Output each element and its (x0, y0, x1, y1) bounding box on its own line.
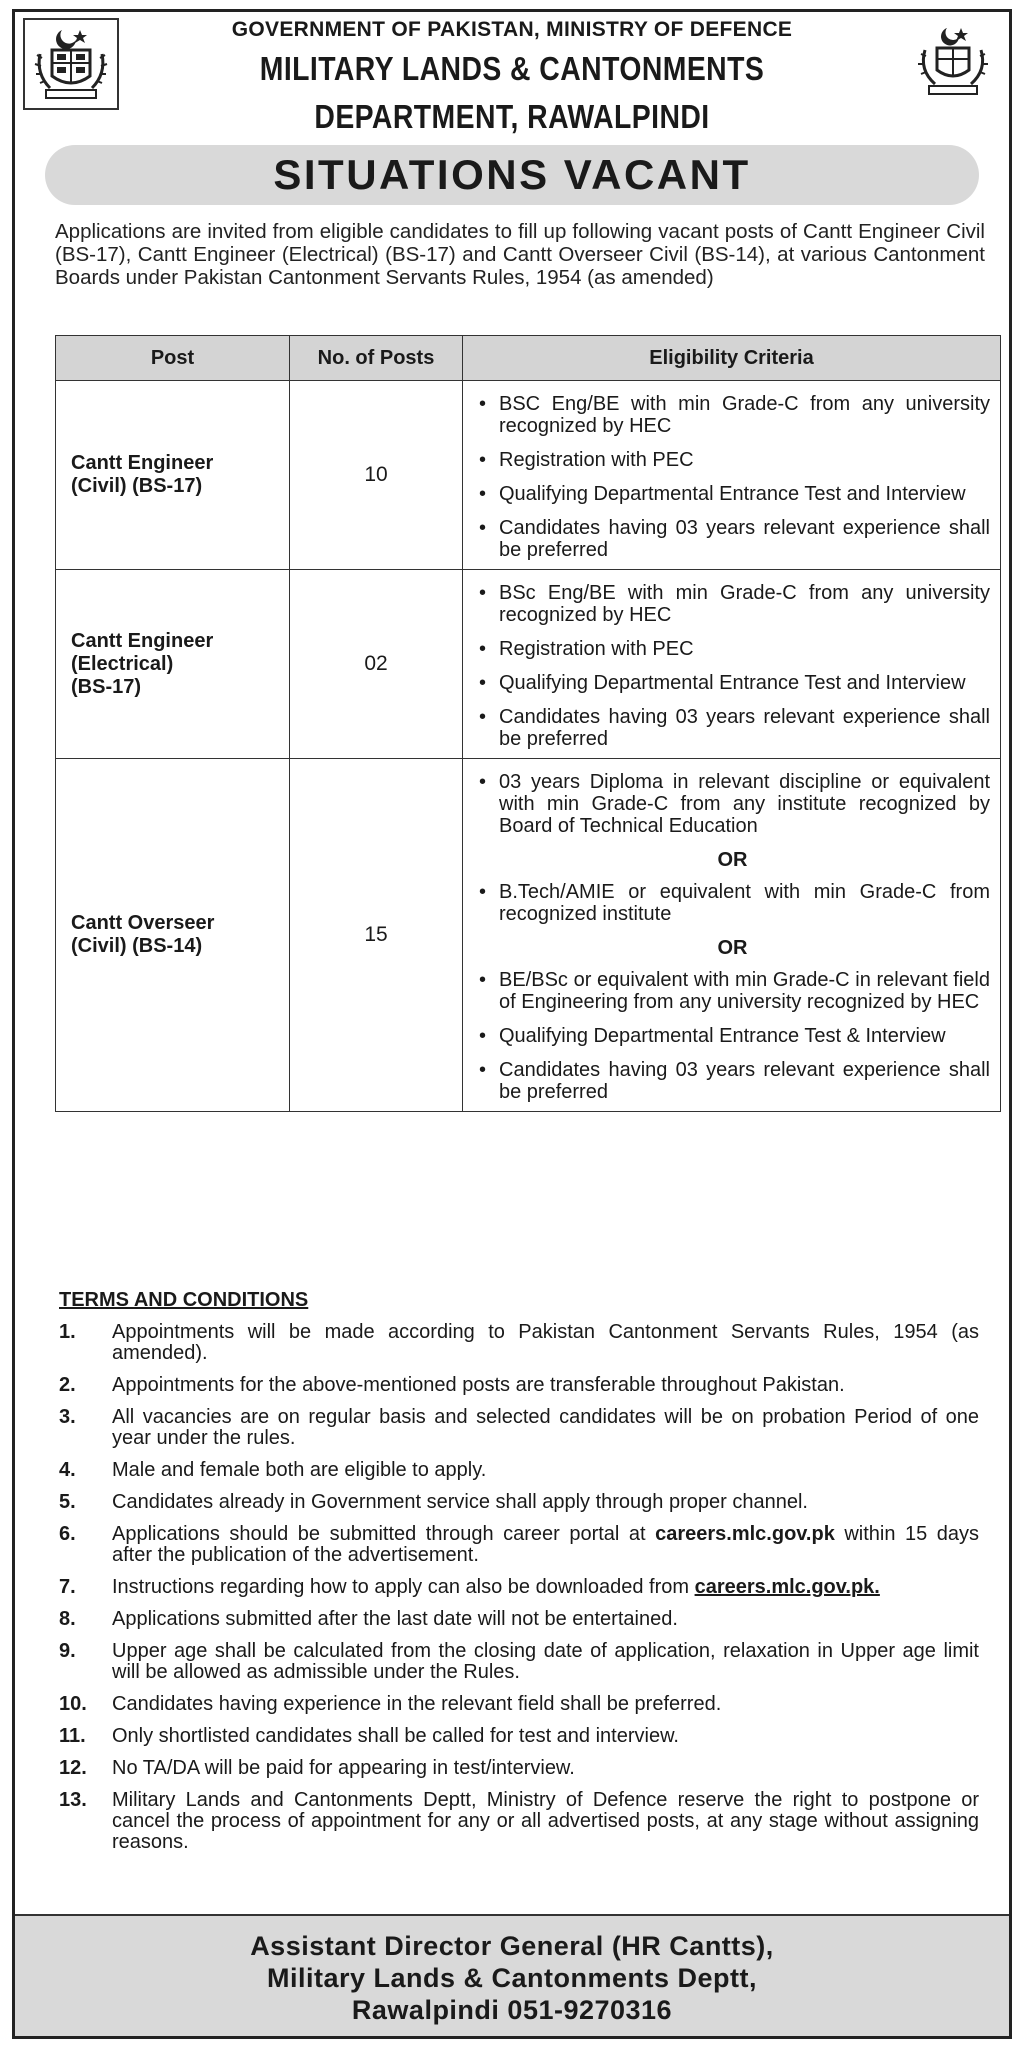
terms-list (59, 1322, 979, 1864)
criteria-item: • Registration with PEC (475, 449, 990, 471)
term-number: 1. (59, 1321, 76, 1343)
eligibility-cell (463, 759, 1001, 1112)
advertisement-page (12, 9, 1012, 2039)
term-text: Applications should be submitted through career portal at (112, 1523, 656, 1545)
term-text: Applications submitted after the last date will not be entertained. (112, 1608, 678, 1630)
term-number: 6. (59, 1523, 76, 1545)
footer-line: Assistant Director General (HR Cantts), (250, 1931, 774, 1961)
post-name-line: (BS-17) (71, 675, 142, 698)
table-header-row (56, 336, 1001, 381)
footer-contact (15, 1914, 1009, 2036)
list-item (59, 1726, 979, 1747)
state-emblem-icon (913, 24, 993, 104)
career-portal-link[interactable]: careers.mlc.gov.pk (655, 1523, 835, 1545)
criteria-item: • BSc Eng/BE with min Grade-C from any university recognized by HEC (475, 582, 990, 626)
list-item (59, 1460, 979, 1481)
eligibility-cell (463, 381, 1001, 570)
list-item (59, 1758, 979, 1779)
header (15, 12, 1009, 147)
post-name-line: (Civil) (BS-14) (71, 935, 203, 957)
term-number: 2. (59, 1374, 76, 1396)
criteria-or-separator: OR (717, 849, 748, 871)
list-item (59, 1524, 979, 1566)
list-item (59, 1492, 979, 1513)
term-text: Candidates already in Government service shall apply through proper channel. (112, 1491, 808, 1513)
footer-line: Military Lands & Cantonments Deptt, (266, 1963, 758, 1993)
criteria-item: • Candidates having 03 years relevant experience shall be preferred (475, 1059, 990, 1103)
state-emblem-logo-right (905, 18, 1001, 110)
criteria-item: • Qualifying Departmental Entrance Test and Interview (475, 672, 990, 694)
vacancies-table (55, 335, 1001, 1112)
list-item (59, 1609, 979, 1630)
post-name-line: (Electrical) (71, 652, 174, 675)
footer-line: Rawalpindi 051-9270316 (351, 1995, 673, 2025)
header-eligibility: Eligibility Criteria (463, 336, 1001, 381)
career-portal-link[interactable]: careers.mlc.gov.pk. (694, 1576, 880, 1598)
post-name (56, 759, 290, 1112)
term-number: 5. (59, 1491, 76, 1513)
posts-count: 10 (290, 381, 463, 570)
header-post: Post (56, 336, 290, 381)
post-name (56, 570, 290, 759)
criteria-item: • BE/BSc or equivalent with min Grade-C in relevant field of Engineering from any university recognized by HEC (475, 969, 990, 1013)
criteria-item: • Candidates having 03 years relevant experience shall be preferred (475, 517, 990, 561)
post-name-line: Cantt Engineer (71, 452, 214, 474)
list-item (59, 1641, 979, 1683)
term-number: 12. (59, 1757, 87, 1779)
table-row (56, 570, 1001, 759)
intro-paragraph: Applications are invited from eligible candidates to fill up following vacant posts of Cantt Engineer Civil (BS-17), Cantt Engineer (Electrical) (BS-17) and Cantt Overseer Civil (BS-14), at various Cantonment Boards under Pakistan Cantonment Servants Rules, 1954 (as amended) (55, 220, 985, 289)
list-item (59, 1790, 979, 1853)
term-number: 3. (59, 1406, 76, 1428)
term-text: No TA/DA will be paid for appearing in test/interview. (112, 1757, 575, 1779)
terms-heading: TERMS AND CONDITIONS (59, 1289, 309, 1311)
list-item (59, 1577, 979, 1598)
criteria-item: • Registration with PEC (475, 638, 990, 660)
term-number: 13. (59, 1789, 87, 1811)
list-item (59, 1322, 979, 1364)
criteria-or-separator: OR (717, 937, 748, 959)
eligibility-cell (463, 570, 1001, 759)
term-number: 4. (59, 1459, 76, 1481)
term-text: Only shortlisted candidates shall be called for test and interview. (112, 1725, 679, 1747)
term-text: Upper age shall be calculated from the closing date of application, relaxation in Upper age limit will be allowed as admissible under the Rules. (112, 1640, 979, 1683)
term-number: 11. (59, 1725, 86, 1747)
term-number: 7. (59, 1576, 76, 1598)
criteria-item: • Qualifying Departmental Entrance Test & Interview (475, 1025, 990, 1047)
term-text: All vacancies are on regular basis and selected candidates will be on probation Period of one year under the rules. (112, 1406, 979, 1449)
term-text: within 15 days after the publication of the advertisement. (112, 1523, 979, 1566)
table-row (56, 381, 1001, 570)
list-item (59, 1407, 979, 1449)
term-number: 8. (59, 1608, 76, 1630)
term-text: Appointments will be made according to Pakistan Cantonment Servants Rules, 1954 (as amended). (112, 1321, 979, 1364)
list-item (59, 1375, 979, 1396)
criteria-item: • Qualifying Departmental Entrance Test and Interview (475, 483, 990, 505)
term-text: Military Lands and Cantonments Deptt, Ministry of Defence reserve the right to postpone or cancel the process of appointment for any or all advertised posts, at any stage without assigning reasons. (112, 1789, 979, 1853)
post-name-line: (Civil) (BS-17) (71, 475, 203, 497)
post-name-line: Cantt Engineer (71, 629, 214, 652)
term-text: Candidates having experience in the relevant field shall be preferred. (112, 1693, 722, 1715)
government-line: GOVERNMENT OF PAKISTAN, MINISTRY OF DEFENCE (231, 18, 793, 41)
department-city: DEPARTMENT, RAWALPINDI (314, 98, 710, 135)
post-name (56, 381, 290, 570)
criteria-list (475, 393, 990, 561)
table-row (56, 759, 1001, 1112)
term-number: 10. (59, 1693, 87, 1715)
post-name-line: Cantt Overseer (71, 912, 215, 934)
header-no-of-posts: No. of Posts (290, 336, 463, 381)
criteria-list (475, 771, 990, 1103)
term-text: Male and female both are eligible to apply. (112, 1459, 487, 1481)
posts-count: 02 (290, 570, 463, 759)
criteria-item: • BSC Eng/BE with min Grade-C from any university recognized by HEC (475, 393, 990, 437)
list-item (59, 1694, 979, 1715)
criteria-list (475, 582, 990, 750)
department-name: MILITARY LANDS & CANTONMENTS (259, 50, 765, 87)
criteria-item: • 03 years Diploma in relevant discipline or equivalent with min Grade-C from any institute recognized by Board of Technical Education (475, 771, 990, 837)
term-text: Appointments for the above-mentioned posts are transferable throughout Pakistan. (112, 1374, 845, 1396)
posts-count: 15 (290, 759, 463, 1112)
page-title-banner: SITUATIONS VACANT (45, 145, 979, 205)
criteria-item: • Candidates having 03 years relevant experience shall be preferred (475, 706, 990, 750)
criteria-item: • B.Tech/AMIE or equivalent with min Grade-C from recognized institute (475, 881, 990, 925)
term-number: 9. (59, 1640, 76, 1662)
term-text: Instructions regarding how to apply can also be downloaded from (112, 1576, 695, 1598)
